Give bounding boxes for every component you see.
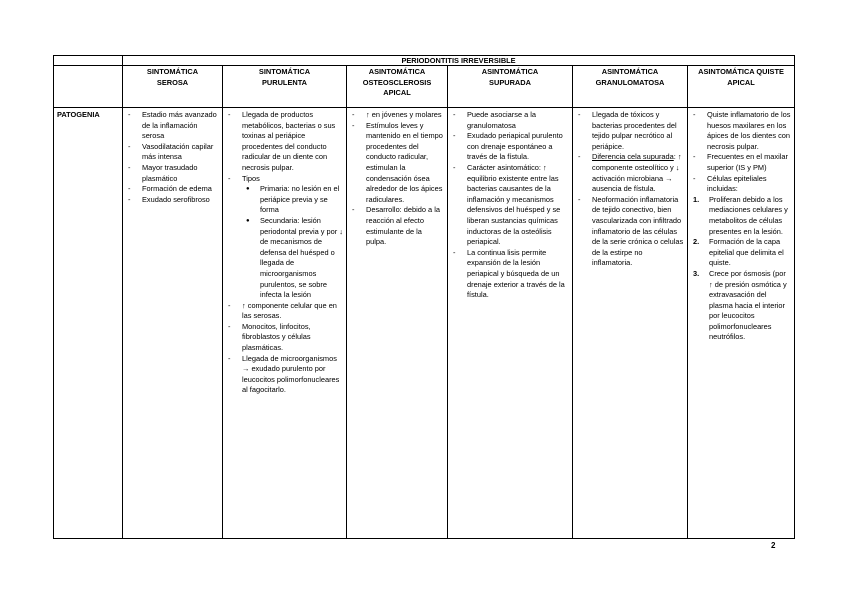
list-item: - Mayor trasudado plasmático: [126, 163, 219, 184]
list-item: - ↑ componente celular que en las serosas.: [226, 301, 343, 322]
list-item: - Formación de edema: [126, 184, 219, 195]
header-asintomatica-osteosclerosis: ASINTOMÁTICA OSTEOSCLEROSIS APICAL: [347, 66, 448, 108]
list-item: - Desarrollo: debido a la reacción al efecto estimulante de la pulpa.: [350, 205, 444, 247]
tipos-label: Tipos: [242, 173, 260, 183]
list-item: - Carácter asintomático: ↑ equilibrio existente entre las bacterias causantes de la inflamación y mecanismos defensivos del huésped y se liberan sustancias químicas inductoras de la osteólisis periapical.: [451, 163, 569, 248]
list-item: - Monocitos, linfocitos, fibroblastos y células plasmáticas.: [226, 322, 343, 354]
header-empty-cell: [54, 66, 123, 108]
list-item: - Estímulos leves y mantenido en el tiempo procedentes del conducto radicular, estimulan la condensación ósea alrededor de los ápices radiculares.: [350, 121, 444, 206]
header-sintomatica-purulenta: SINTOMÁTICA PURULENTA: [223, 66, 347, 108]
cell-granulomatosa: [573, 108, 688, 539]
list-item: - Vasodilatación capilar más intensa: [126, 142, 219, 163]
list-item: [226, 174, 343, 301]
list-item: - ↑ en jóvenes y molares: [350, 110, 444, 121]
list-item: - Estadio más avanzado de la inflamación serosa: [126, 110, 219, 142]
header-sintomatica-serosa: SINTOMÁTICA SEROSA: [123, 66, 223, 108]
list-item: 1. Proliferan debido a los mediaciones celulares y metabolitos de células presentes en la lesión.: [693, 194, 788, 236]
row-label: PATOGENIA: [54, 108, 123, 539]
list-item: - Quiste inflamatorio de los huesos maxilares en los ápices de los dientes con necrosis pulpar.: [691, 110, 791, 152]
list-item: - Llegada de productos metabólicos, bacterias o sus toxinas al periápice procedentes del conducto radicular de un diente con necrosis pulpar.: [226, 110, 343, 174]
table-title-row: [54, 56, 795, 66]
list-item: 2. Formación de la capa epitelial que delimita el quiste.: [693, 237, 784, 268]
corner-cell: [54, 56, 123, 66]
column-header-row: [54, 66, 795, 108]
list-item: - Llegada de tóxicos y bacterias procedentes del tejido pulpar necrótico al periápice.: [576, 110, 684, 152]
list-item: - Exudado serofibroso: [126, 195, 219, 206]
page-number: 2: [771, 541, 776, 550]
list-item: - Llegada de microorganismos → exudado purulento por leucocitos polimorfonucleares al fagocitarlo.: [226, 354, 343, 396]
quiste-numbered-list: [691, 195, 791, 343]
list-item: - Puede asociarse a la granulomatosa: [451, 110, 569, 131]
group-header: PERIODONTITIS IRREVERSIBLE: [123, 56, 795, 66]
list-item: - Células epiteliales incluidas:: [691, 174, 791, 195]
diferencia-label: Diferencia cela supurada: [592, 152, 674, 162]
header-asintomatica-supurada: ASINTOMÁTICA SUPURADA: [448, 66, 573, 108]
list-item: - Exudado periapical purulento con drenaje espontáneo a través de la fístula.: [451, 131, 569, 163]
cell-quiste: [688, 108, 795, 539]
header-asintomatica-granulomatosa: ASINTOMÁTICA GRANULOMATOSA: [573, 66, 688, 108]
patogenia-row: [54, 108, 795, 539]
cell-serosa: [123, 108, 223, 539]
tipos-list: [242, 184, 343, 301]
list-item: ● Primaria: no lesión en el periápice previa y se forma: [242, 184, 343, 216]
list-item: 3. Crece por ósmosis (por ↑ de presión osmótica y extravasación del plasma hacia el interior por leucocitos polimorfonucleares neutrófilos.: [693, 268, 787, 342]
list-item: - Neoformación inflamatoria de tejido conectivo, bien vascularizada con infiltrado inflamatorio de las células de la serie crónica o celulas de la estirpe no inflamatoria.: [576, 195, 684, 269]
cell-purulenta: [223, 108, 347, 539]
list-item: ● Secundaria: lesión periodontal previa y por ↓ de mecanismos de defensa del huésped o llegada de microorganismos purulentos, se sobre infecta la lesión: [242, 216, 343, 301]
header-asintomatica-quiste: ASINTOMÁTICA QUISTE APICAL: [688, 66, 795, 108]
periodontitis-table: [53, 55, 795, 539]
list-item: - Frecuentes en el maxilar superior (IS y PM): [691, 152, 791, 173]
cell-supurada: [448, 108, 573, 539]
list-item: - Diferencia cela supurada: ↑ componente osteolítico y ↓ activación microbiana → ausencia de fístula.: [576, 152, 684, 194]
list-item: - La continua lisis permite expansión de la lesión periapical y búsqueda de un drenaje exterior a través de la fístula.: [451, 248, 569, 301]
cell-osteosclerosis: [347, 108, 448, 539]
